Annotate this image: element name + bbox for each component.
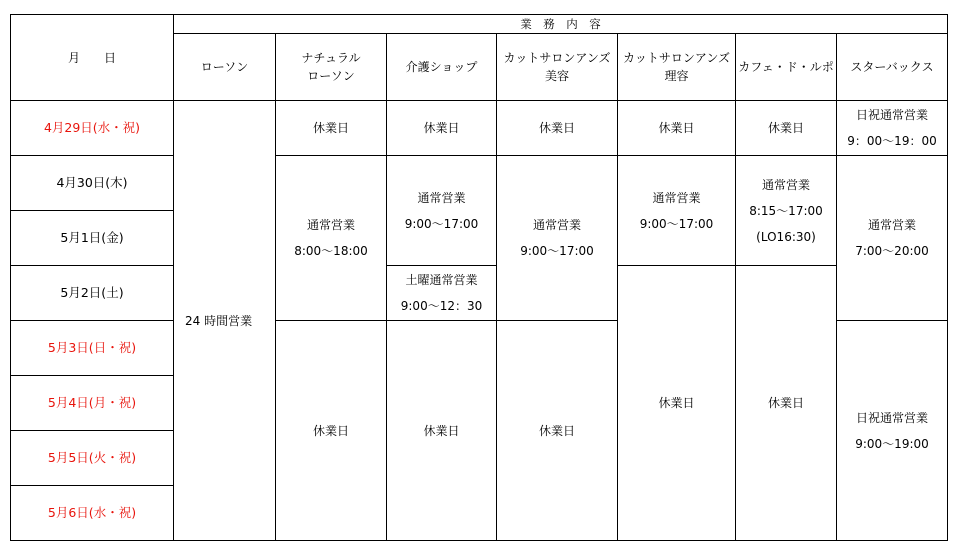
cell-sb-holiday-line1: 日祝通常営業 — [856, 410, 929, 425]
header-cut-salon-riyo — [618, 34, 736, 101]
cell-biyo-normal-line2: 9:00～17:00 — [520, 244, 594, 258]
cell-cafe-normal-line2: 8:15～17:00 — [749, 203, 823, 218]
cell-kaigo-saturday — [387, 266, 497, 321]
cell-riyo-closed: 休業日 — [618, 266, 736, 541]
cell-sb-normal — [837, 156, 948, 321]
cell-sb-normal-line1: 通常営業 — [868, 218, 917, 232]
cell-biyo-closed: 休業日 — [497, 321, 618, 541]
cell-kaigo-0429: 休業日 — [387, 101, 497, 156]
header-starbucks: スターバックス — [837, 34, 948, 101]
header-cut-salon-biyo-line1: カットサロンアンズ — [503, 51, 611, 65]
date-cell-0504: 5月4日(月・祝) — [11, 376, 174, 431]
header-natural-lawson — [276, 34, 387, 101]
cell-biyo-0429: 休業日 — [497, 101, 618, 156]
cell-sb-holiday — [837, 321, 948, 541]
cell-sb-0429-line1: 日祝通常営業 — [856, 108, 929, 122]
header-natural-lawson-line1: ナチュラル — [301, 51, 361, 65]
cell-kaigo-normal-line2: 9:00～17:00 — [404, 216, 479, 231]
table-row — [11, 101, 948, 156]
header-cut-salon-riyo-line2: 理容 — [664, 69, 689, 83]
cell-cafe-normal — [736, 156, 837, 266]
cell-natural-normal-line2: 8:00～18:00 — [294, 244, 368, 258]
date-cell-0501: 5月1日(金) — [11, 211, 174, 266]
cell-kaigo-normal — [387, 156, 497, 266]
cell-kaigo-saturday-line1: 土曜通常営業 — [405, 273, 478, 287]
cell-sb-normal-line2: 7:00～20:00 — [855, 244, 929, 258]
date-cell-0506: 5月6日(水・祝) — [11, 486, 174, 541]
date-cell-0429: 4月29日(水・祝) — [11, 101, 174, 156]
cell-riyo-normal-line1: 通常営業 — [652, 190, 701, 205]
schedule-sheet — [10, 14, 948, 541]
date-cell-0505: 5月5日(火・祝) — [11, 431, 174, 486]
header-natural-lawson-line2: ローソン — [307, 69, 355, 83]
cell-natural-0429: 休業日 — [276, 101, 387, 156]
cell-natural-normal — [276, 156, 387, 321]
cell-riyo-normal — [618, 156, 736, 266]
cell-cafe-normal-line1: 通常営業 — [761, 177, 810, 192]
cell-biyo-normal-line1: 通常営業 — [532, 218, 581, 232]
table-row — [11, 156, 948, 211]
table-row — [11, 266, 948, 321]
header-cafe: カフェ・ド・ルポ — [736, 34, 837, 101]
cell-cafe-normal-line3: (LO16:30) — [756, 229, 816, 244]
cell-natural-normal-line1: 通常営業 — [306, 218, 355, 232]
cell-biyo-normal — [497, 156, 618, 321]
business-hours-table — [10, 14, 948, 541]
cell-kaigo-saturday-line2: 9:00～12：30 — [400, 299, 483, 313]
cell-lawson-24h: 24 時間営業 — [174, 101, 276, 541]
header-cut-salon-riyo-line1: カットサロンアンズ — [622, 51, 731, 65]
header-lawson: ローソン — [174, 34, 276, 101]
date-cell-0502: 5月2日(土) — [11, 266, 174, 321]
cell-riyo-normal-line2: 9:00～17:00 — [639, 216, 714, 231]
cell-cafe-closed: 休業日 — [736, 266, 837, 541]
date-cell-0430: 4月30日(木) — [11, 156, 174, 211]
header-kaigo-shop: 介護ショップ — [387, 34, 497, 101]
cell-sb-0429 — [837, 101, 948, 156]
cell-sb-0429-line2: 9：00～19：00 — [847, 134, 937, 148]
header-row-top — [11, 15, 948, 34]
cell-sb-holiday-line2: 9:00～19:00 — [855, 436, 929, 451]
cell-kaigo-normal-line1: 通常営業 — [417, 190, 466, 205]
cell-kaigo-closed: 休業日 — [387, 321, 497, 541]
cell-cafe-0429: 休業日 — [736, 101, 837, 156]
header-cut-salon-biyo-line2: 美容 — [544, 69, 569, 83]
header-business-content: 業 務 内 容 — [174, 15, 948, 34]
cell-natural-closed: 休業日 — [276, 321, 387, 541]
cell-riyo-0429: 休業日 — [618, 101, 736, 156]
header-date: 月 日 — [11, 15, 174, 101]
header-cut-salon-biyo — [497, 34, 618, 101]
date-cell-0503: 5月3日(日・祝) — [11, 321, 174, 376]
